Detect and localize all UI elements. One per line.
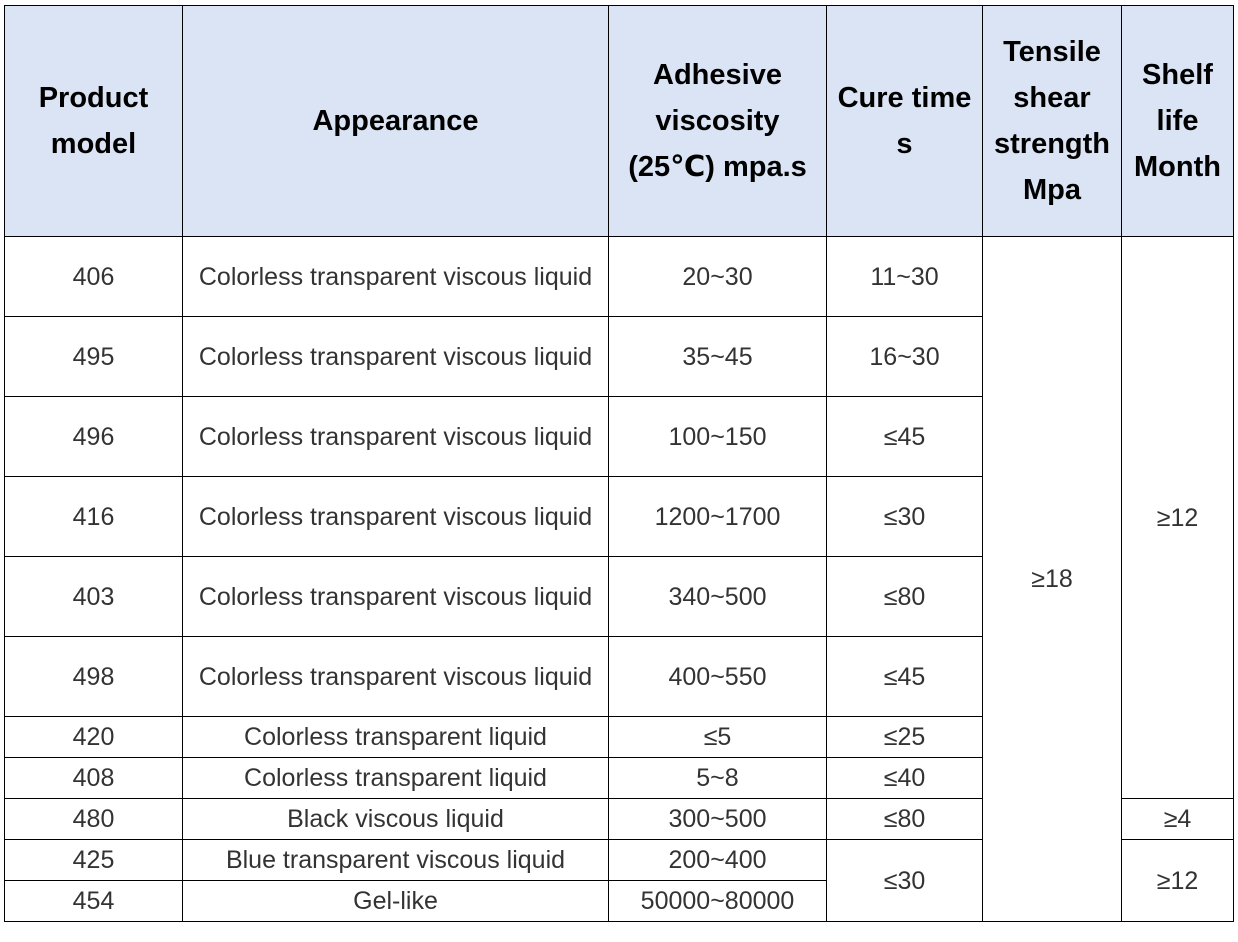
cell-cure-time: 11~30 [827,237,983,317]
cell-appearance: Colorless transparent liquid [183,717,609,758]
cell-cure-time: ≤80 [827,557,983,637]
cell-model: 495 [5,317,183,397]
cell-viscosity: 200~400 [609,840,827,881]
cell-cure-time: ≤45 [827,637,983,717]
cell-model: 496 [5,397,183,477]
cell-viscosity: ≤5 [609,717,827,758]
cell-viscosity: 400~550 [609,637,827,717]
cell-viscosity: 35~45 [609,317,827,397]
cell-viscosity: 100~150 [609,397,827,477]
cell-appearance: Black viscous liquid [183,799,609,840]
cell-viscosity: 1200~1700 [609,477,827,557]
cell-shelf-life-merged: ≥12 [1122,237,1234,799]
header-shelf-life: Shelf life Month [1122,6,1234,237]
cell-appearance: Colorless transparent viscous liquid [183,637,609,717]
cell-model: 420 [5,717,183,758]
header-appearance: Appearance [183,6,609,237]
product-spec-table [4,5,1234,922]
cell-shelf-life-merged: ≥12 [1122,840,1234,922]
cell-cure-time: ≤30 [827,477,983,557]
cell-cure-time: ≤80 [827,799,983,840]
cell-model: 416 [5,477,183,557]
cell-viscosity: 300~500 [609,799,827,840]
header-tensile-strength: Tensile shear strength Mpa [983,6,1122,237]
cell-model: 454 [5,881,183,922]
header-product-model: Product model [5,6,183,237]
cell-model: 425 [5,840,183,881]
header-row [5,6,1234,237]
cell-appearance: Colorless transparent viscous liquid [183,397,609,477]
cell-cure-time: 16~30 [827,317,983,397]
cell-appearance: Colorless transparent viscous liquid [183,477,609,557]
cell-tensile-strength-merged: ≥18 [983,237,1122,922]
cell-cure-time-merged: ≤30 [827,840,983,922]
cell-appearance: Blue transparent viscous liquid [183,840,609,881]
cell-appearance: Gel-like [183,881,609,922]
table-row [5,237,1234,317]
header-viscosity: Adhesive viscosity (25℃) mpa.s [609,6,827,237]
cell-appearance: Colorless transparent liquid [183,758,609,799]
cell-appearance: Colorless transparent viscous liquid [183,557,609,637]
cell-cure-time: ≤45 [827,397,983,477]
cell-viscosity: 5~8 [609,758,827,799]
cell-viscosity: 20~30 [609,237,827,317]
cell-shelf-life: ≥4 [1122,799,1234,840]
cell-cure-time: ≤40 [827,758,983,799]
cell-model: 406 [5,237,183,317]
header-cure-time: Cure time s [827,6,983,237]
cell-model: 480 [5,799,183,840]
cell-appearance: Colorless transparent viscous liquid [183,317,609,397]
cell-viscosity: 340~500 [609,557,827,637]
cell-model: 498 [5,637,183,717]
cell-model: 408 [5,758,183,799]
cell-viscosity: 50000~80000 [609,881,827,922]
cell-model: 403 [5,557,183,637]
cell-appearance: Colorless transparent viscous liquid [183,237,609,317]
cell-cure-time: ≤25 [827,717,983,758]
